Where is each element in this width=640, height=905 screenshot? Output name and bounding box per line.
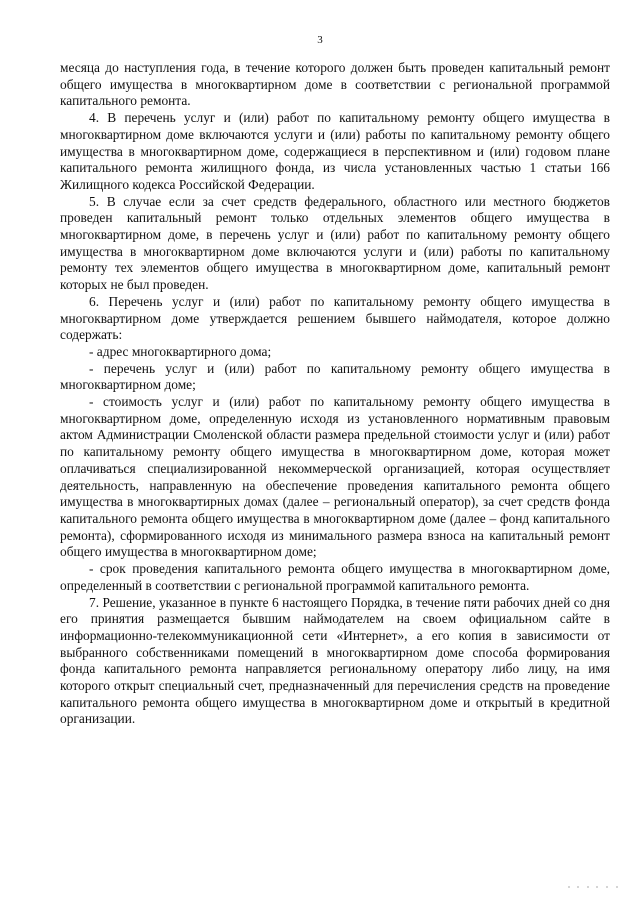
list-item-address: - адрес многоквартирного дома; — [89, 343, 272, 359]
list-item-term: - срок проведения капитального ремонта общего имущества в многоквартирном доме, определенный в соответствии с региональной программой капитального ремонта. — [60, 561, 610, 593]
paragraph-item-4: 4. В перечень услуг и (или) работ по капитальному ремонту общего имущества в многоквартирном доме включаются услуги и (или) работы по капитальному ремонту общего имущества в многоквартирном доме, содержащиеся в перспективном и (или) годовом плане капитального ремонта жилищного фонда, из числа установленных частью 1 статьи 166 Жилищного кодекса Российской Федерации. — [60, 110, 610, 192]
page-number: 3 — [317, 34, 323, 46]
paragraph-item-7: 7. Решение, указанное в пункте 6 настоящего Порядка, в течение пяти рабочих дней со дня его принятия размещается бывшим наймодателем на своем официальном сайте в информационно-телекоммуникационной сети «Интернет», а его копия в зависимости от выбранного собственниками помещений в многоквартирном доме способа формирования фонда капитального ремонта направляется региональному оператору либо лицу, на имя которого открыт специальный счет, предназначенный для перечисления средств на проведение капитального ремонта общего имущества в многоквартирном доме и открытый в кредитной организации. — [60, 594, 610, 727]
scan-artifact-dots — [568, 885, 620, 889]
document-body — [60, 60, 610, 728]
paragraph-item-5: 5. В случае если за счет средств федерального, областного или местного бюджетов проведен капитальный ремонт только отдельных элементов общего имущества в многоквартирном доме, в перечень услуг и (или) работ по капитальному ремонту общего имущества в многоквартирном доме включаются услуги и (или) работы по капитальному ремонту тех элементов общего имущества в многоквартирном доме, капитальный ремонт которых не был проведен. — [60, 193, 610, 293]
paragraph-item-6: 6. Перечень услуг и (или) работ по капитальному ремонту общего имущества в многоквартирном доме утверждается решением бывшего наймодателя, которое должно содержать: — [60, 293, 610, 343]
paragraph-continuation: месяца до наступления года, в течение которого должен быть проведен капитальный ремонт общего имущества в многоквартирном доме в соответствии с региональной программой капитального ремонта. — [60, 60, 610, 109]
list-item-cost: - стоимость услуг и (или) работ по капитальному ремонту общего имущества в многоквартирном доме, определенную исходя из установленного нормативным правовым актом Администрации Смоленской области размера предельной стоимости услуг и (или) работ по капитальному ремонту общего имущества в многоквартирном доме, которая может оплачиваться специализированной некоммерческой организацией, которая осуществляет деятельность, направленную на обеспечение проведения капитального ремонта общего имущества в многоквартирных домах (далее – региональный оператор), за счет средств фонда капитального ремонта общего имущества в многоквартирном доме (далее – фонд капитального ремонта), сформированного исходя из минимального размера взноса на капитальный ремонт общего имущества в многоквартирном доме; — [60, 394, 610, 560]
list-item-works-list: - перечень услуг и (или) работ по капитальному ремонту общего имущества в многоквартирном доме; — [60, 360, 610, 393]
